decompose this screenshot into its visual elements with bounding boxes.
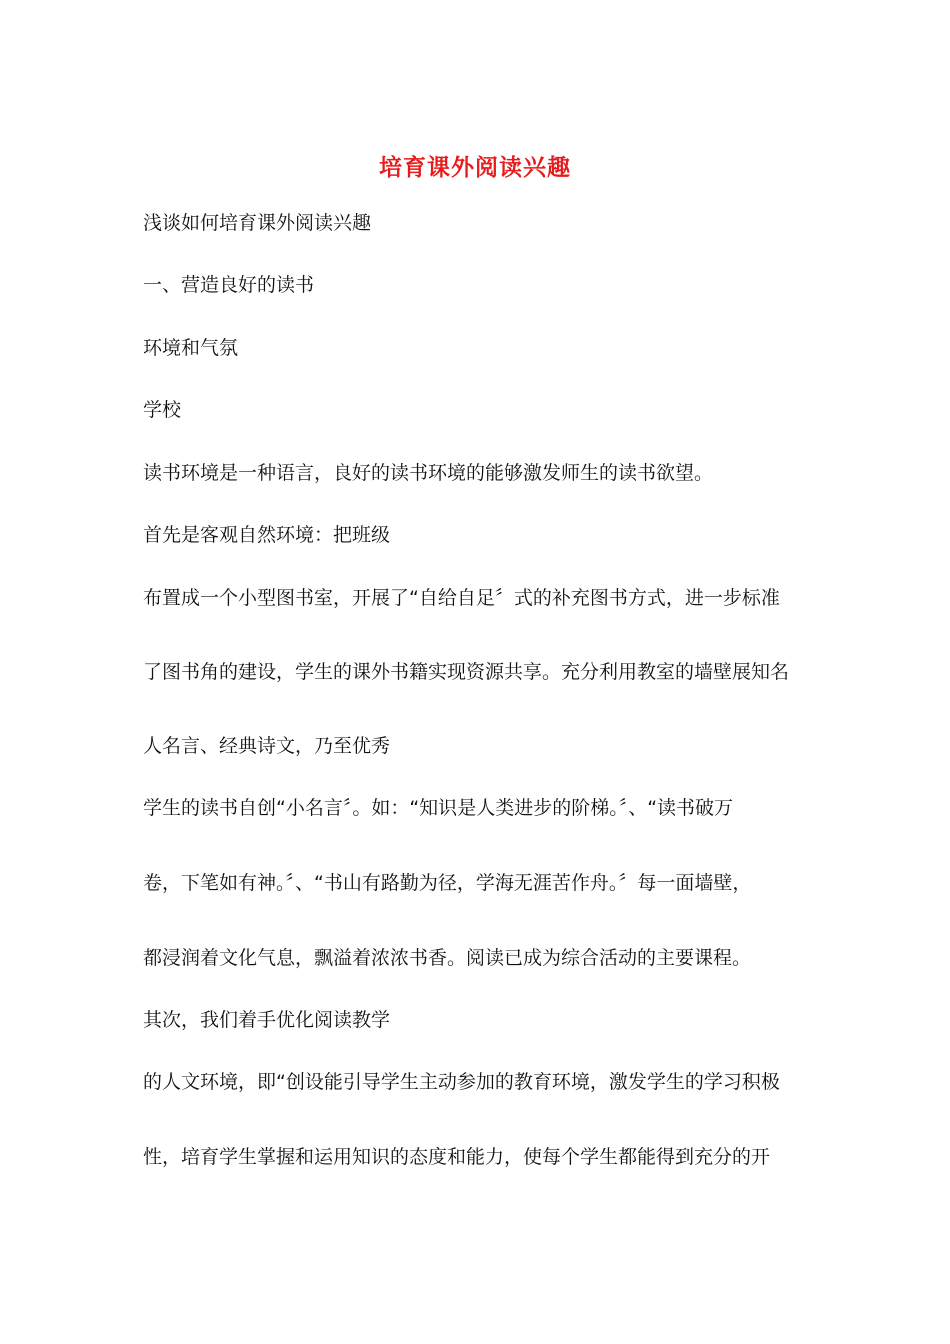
text-line: 环境和气氛 <box>143 337 239 359</box>
text-line: 人名言、经典诗文，乃至优秀 <box>143 735 391 757</box>
text-line: 的人文环境，即“创设能引导学生主动参加的教育环境，激发学生的学习积极 <box>143 1071 780 1093</box>
document-title: 培育课外阅读兴趣 <box>379 154 571 181</box>
text-line: 学生的读书自创“小名言〞。如：“知识是人类进步的阶梯。〞、“读书破万 <box>143 797 734 819</box>
text-line: 首先是客观自然环境：把班级 <box>143 524 391 546</box>
text-line: 卷，下笔如有神。〞、“书山有路勤为径，学海无涯苦作舟。〞每一面墙壁， <box>143 872 752 894</box>
text-line: 其次，我们着手优化阅读教学 <box>143 1009 391 1031</box>
text-line: 性，培育学生掌握和运用知识的态度和能力，使每个学生都能得到充分的开 <box>143 1146 771 1168</box>
text-line: 读书环境是一种语言，良好的读书环境的能够激发师生的读书欲望。 <box>143 462 714 484</box>
text-line: 一、营造良好的读书 <box>143 274 315 296</box>
text-line: 学校 <box>143 399 182 421</box>
text-line: 布置成一个小型图书室，开展了“自给自足〞式的补充图书方式，进一步标准 <box>143 587 780 609</box>
text-line: 都浸润着文化气息，飘溢着浓浓书香。阅读已成为综合活动的主要课程。 <box>143 947 752 969</box>
text-line: 浅谈如何培育课外阅读兴趣 <box>143 212 372 234</box>
text-line: 了图书角的建设，学生的课外书籍实现资源共享。充分利用教室的墙壁展知名 <box>143 661 790 683</box>
